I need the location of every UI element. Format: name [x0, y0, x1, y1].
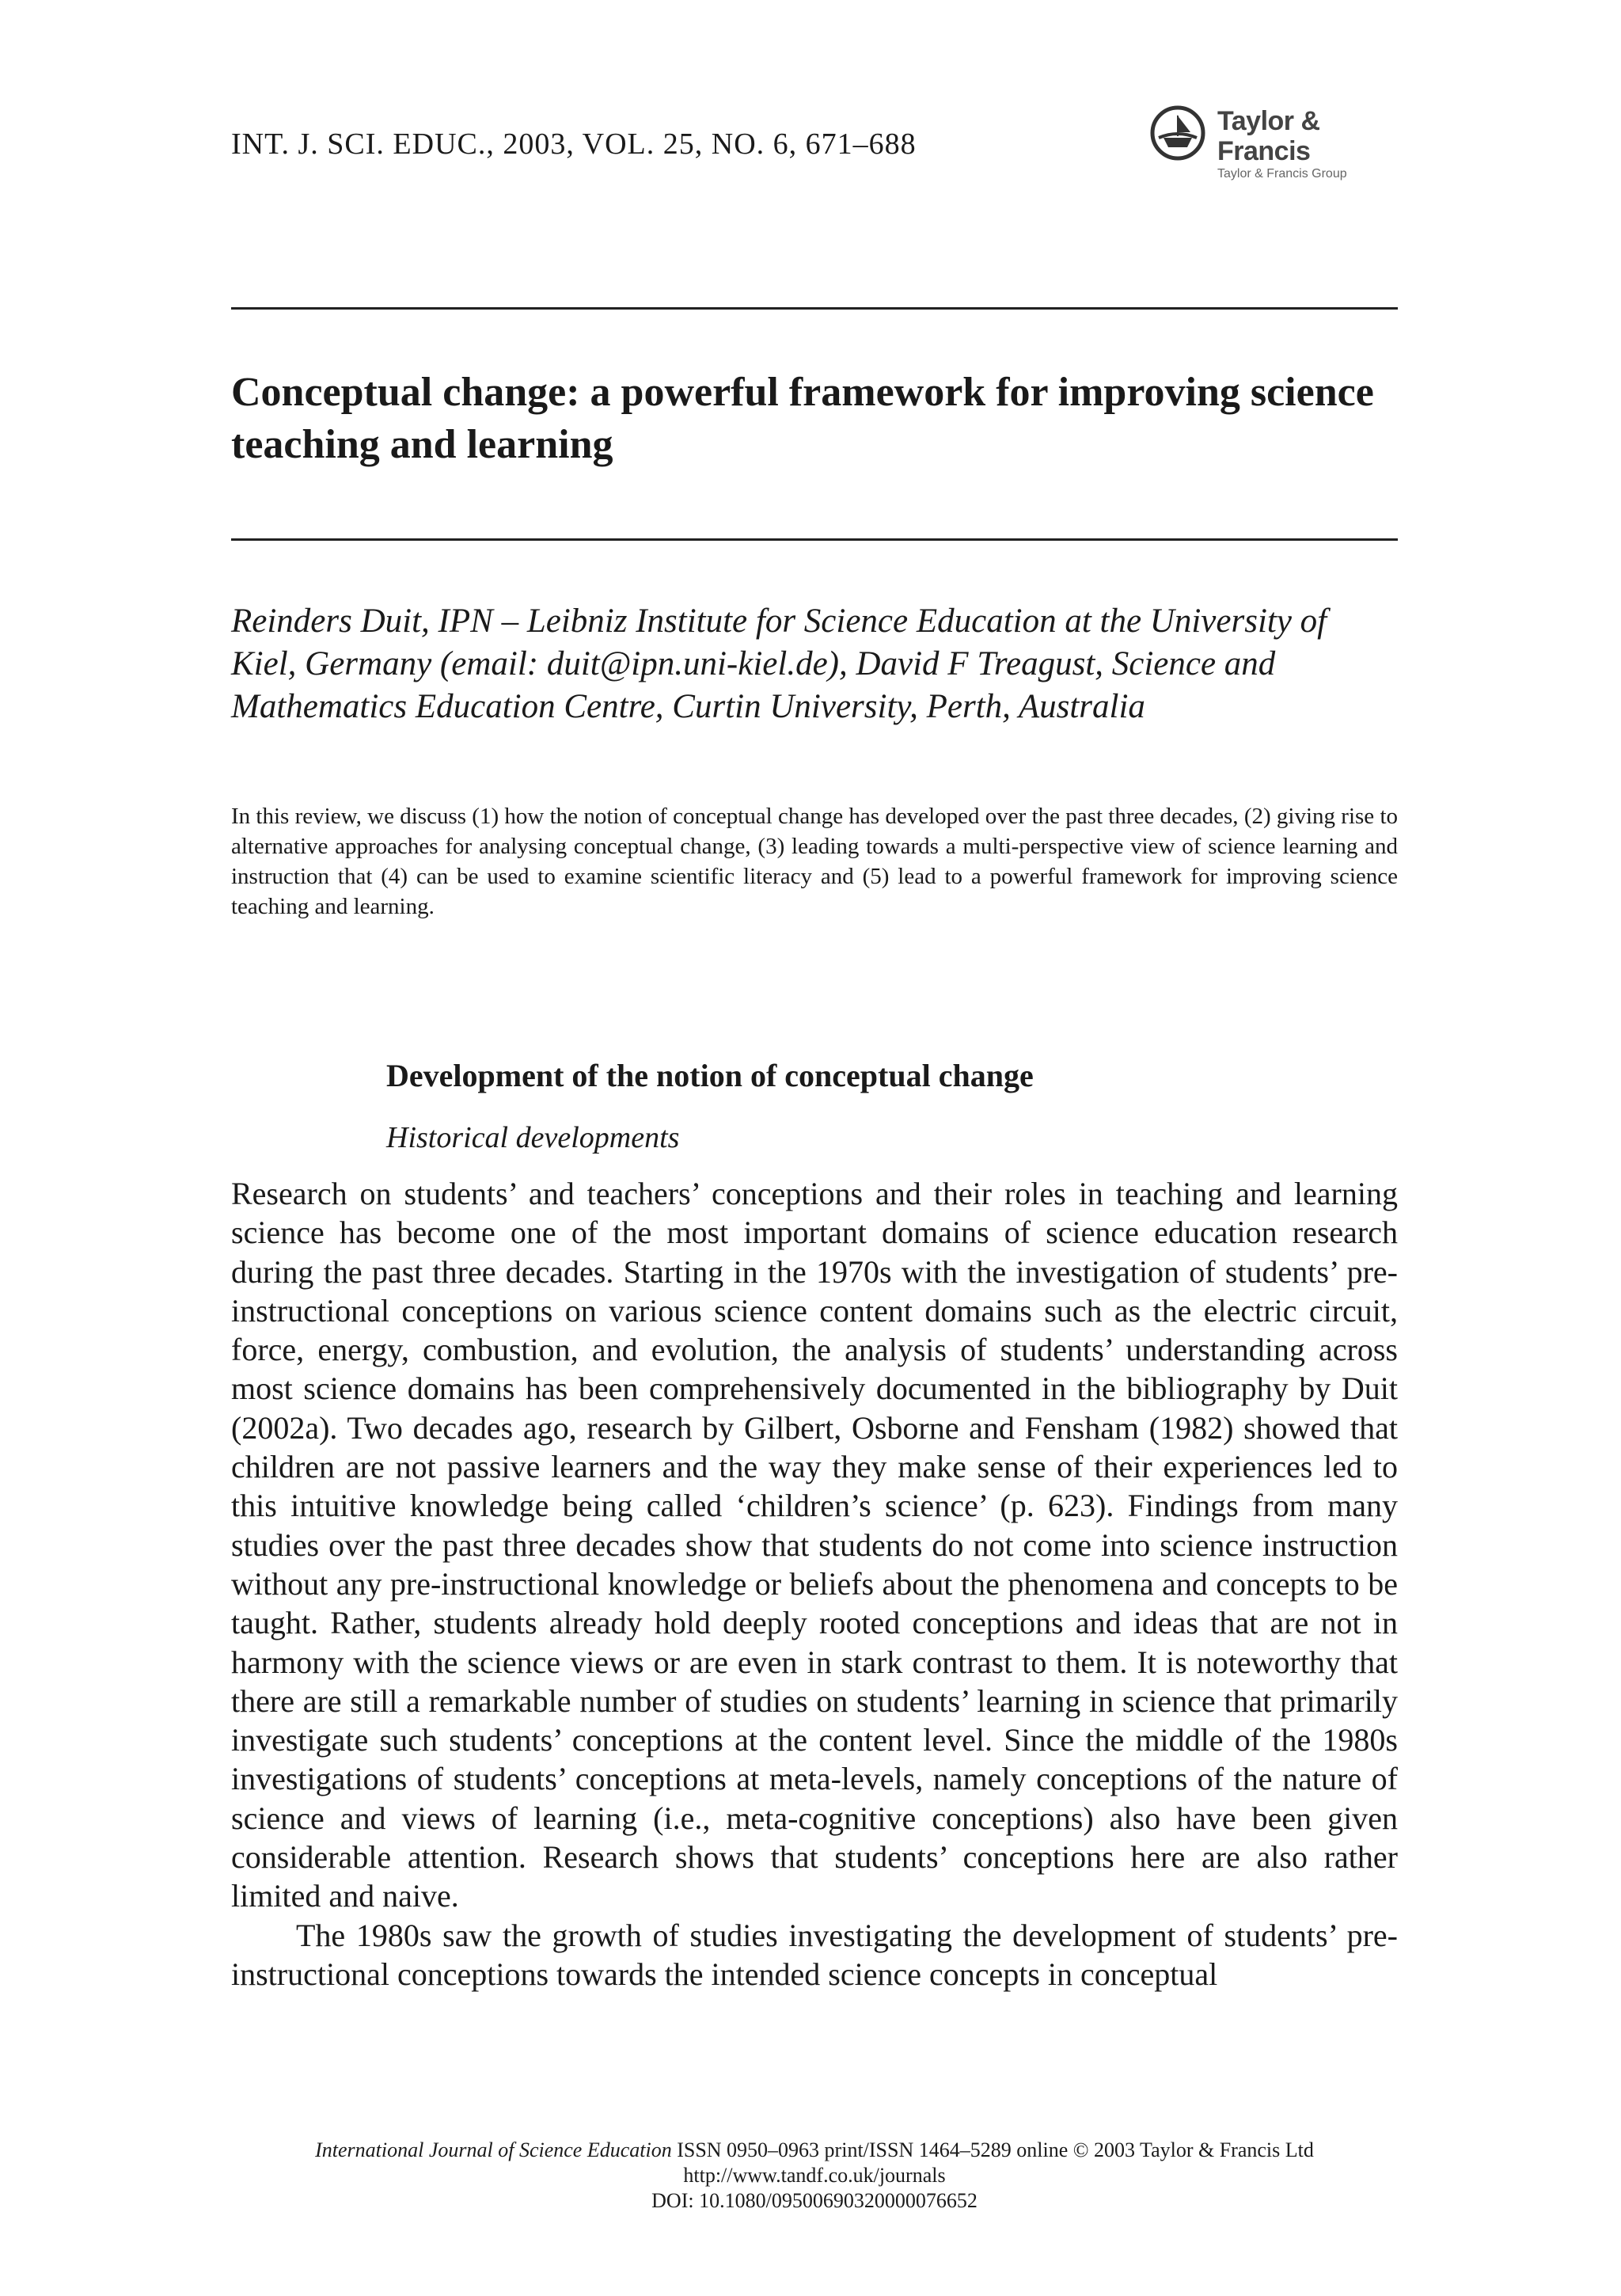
footer-issn: ISSN 0950–0963 print/ISSN 1464–5289 online © 2003 Taylor & Francis Ltd [677, 2138, 1314, 2161]
logo-name: Taylor & Francis [1217, 106, 1320, 166]
title-bottom-rule [231, 538, 1398, 541]
footer-issn-line [231, 2138, 1398, 2163]
logo-group: Taylor & Francis Group [1217, 167, 1347, 181]
article-title: Conceptual change: a powerful framework for improving science teaching and learning [231, 370, 1374, 467]
paragraph: Research on students’ and teachers’ conceptions and their roles in teaching and learning science has become one of the most important domains of science education research during the past three decades. Starting in the 1970s with the investigation of students’ pre-instructional conceptions on various science content domains such as the electric circuit, force, energy, combustion, and evolution, the analysis of students’ understanding across most science domains has been comprehensively documented in the bibliography by Duit (2002a). Two decades ago, research by Gilbert, Osborne and Fensham (1982) showed that children are not passive learners and the way they make sense of their experiences led to this intuitive knowledge being called ‘children’s science’ (p. 623). Findings from many studies over the past three decades show that students do not come into science instruction without any pre-instructional knowledge or beliefs about the phenomena and concepts to be taught. Rather, students already hold deeply rooted conceptions and ideas that are not in harmony with the science views or are even in stark contrast to them. It is noteworthy that there are still a remarkable number of studies on students’ learning in science that primarily investigate such students’ conceptions at the content level. Since the middle of the 1980s investigations of students’ conceptions at meta-levels, namely conceptions of the nature of science and views of learning (i.e., meta-cognitive conceptions) also have been given considerable attention. Research shows that students’ conceptions here are also rather limited and naive. [231, 1176, 1398, 1914]
section-heading: Development of the notion of conceptual change [386, 1058, 1034, 1093]
paragraph: The 1980s saw the growth of studies investigating the development of students’ pre-instructional conceptions towards the intended science concepts in conceptual [231, 1917, 1398, 1992]
footer-journal: International Journal of Science Education [315, 2138, 672, 2161]
footer-doi: DOI: 10.1080/09500690320000076652 [651, 2189, 978, 2212]
footer-url[interactable]: http://www.tandf.co.uk/journals [683, 2164, 946, 2187]
taylor-francis-logo-icon [1148, 101, 1211, 165]
author-affiliations: Reinders Duit, IPN – Leibniz Institute for Science Education at the University of Kiel, Germany (email: duit@ipn.uni-kiel.de), David F Treagust, Science and Mathematics Education Centre, Curtin University, Perth, Australia [231, 603, 1327, 725]
subsection-heading: Historical developments [386, 1121, 680, 1154]
running-head: INT. J. SCI. EDUC., 2003, VOL. 25, NO. 6, 671–688 [231, 127, 917, 161]
abstract: In this review, we discuss (1) how the notion of conceptual change has developed over the past three decades, (2) giving rise to alternative approaches for analysing conceptual change, (3) leading towards a multi-perspective view of science learning and instruction that (4) can be used to examine scientific literacy and (5) lead to a powerful framework for improving science teaching and learning. [231, 804, 1398, 919]
body-text [231, 1174, 1398, 1994]
page-footer [231, 2138, 1398, 2214]
publisher-logo [1148, 101, 1409, 181]
title-top-rule [231, 307, 1398, 310]
